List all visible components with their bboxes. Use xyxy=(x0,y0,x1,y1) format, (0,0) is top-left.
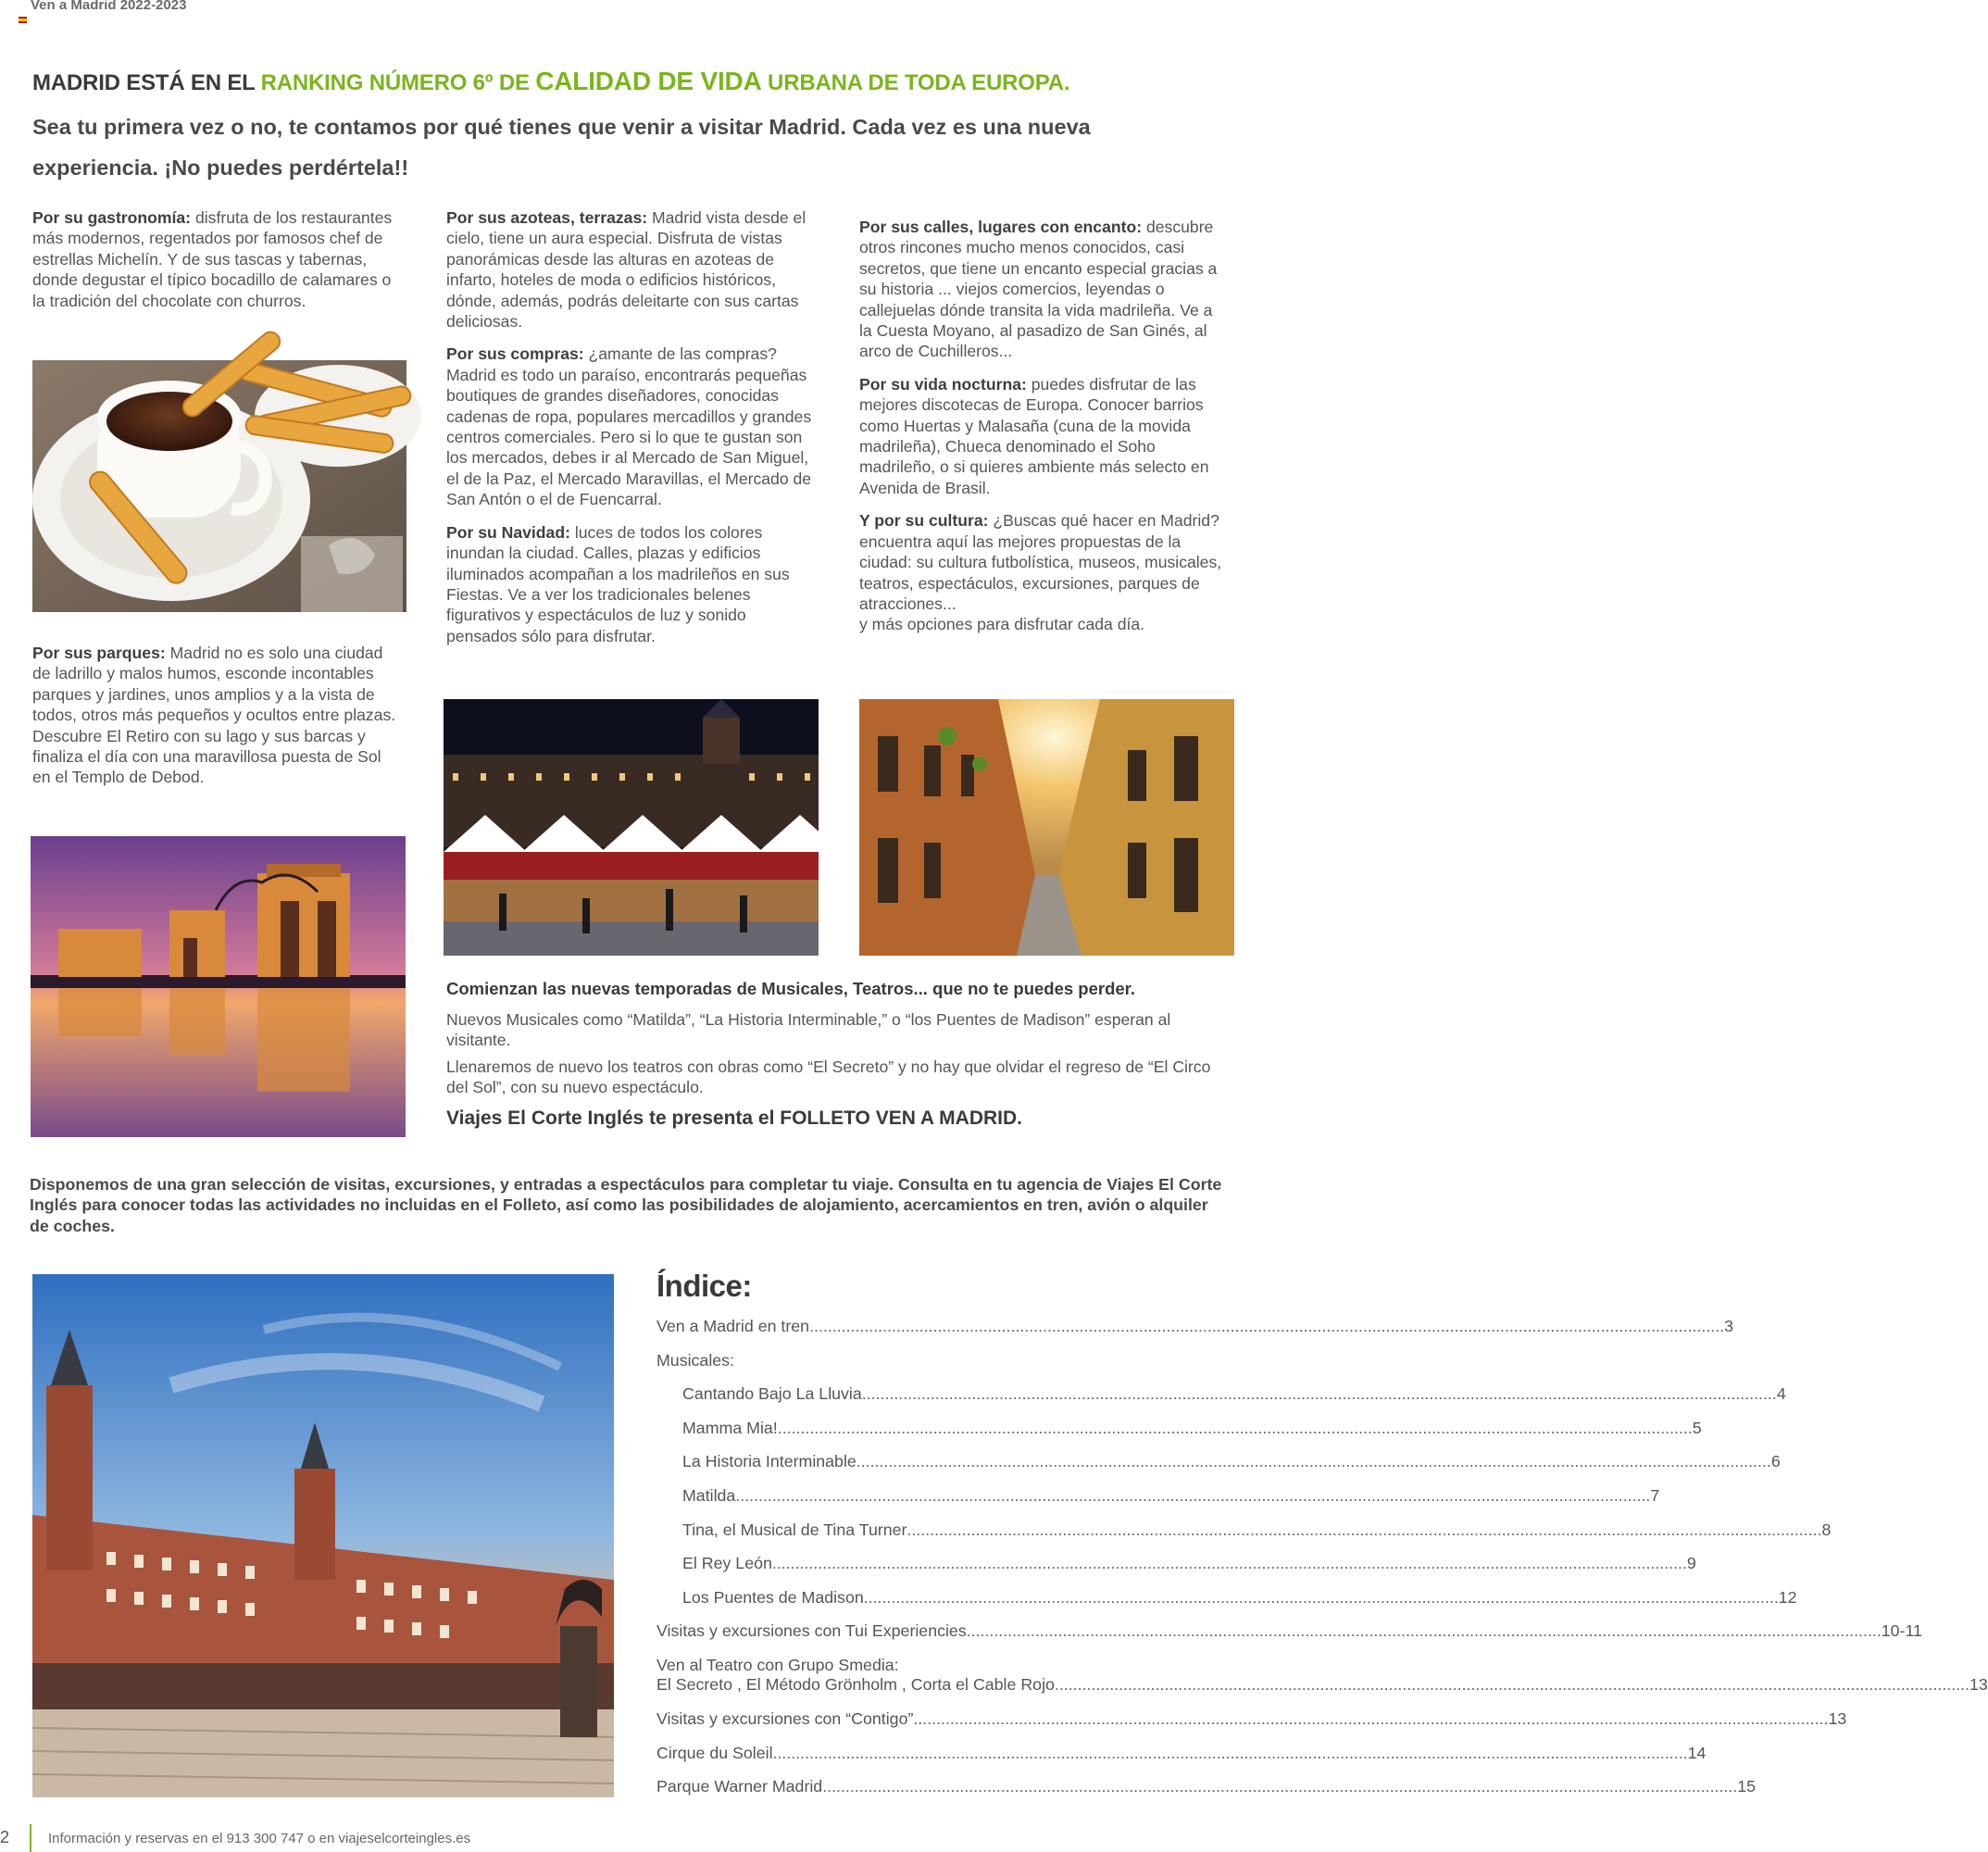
index-leader-dots: ........................................................................................................................................................................................................ xyxy=(861,1384,1777,1404)
index-item xyxy=(656,1743,1707,1778)
index-item xyxy=(656,1351,1231,1385)
index-item-label: El Rey León xyxy=(682,1554,772,1573)
index-item xyxy=(656,1384,1786,1419)
index-leader-dots: ........................................................................................................................................................................................................ xyxy=(913,1708,1829,1728)
madrid-street-photo xyxy=(859,699,1234,956)
headline xyxy=(32,67,1208,96)
headline-part4: URBANA DE TODA EUROPA. xyxy=(761,70,1070,95)
index-item xyxy=(656,1554,1696,1588)
index-item-page: 14 xyxy=(1687,1743,1707,1762)
plaza-mayor-photo xyxy=(32,1274,614,1797)
section-gastronomia xyxy=(32,207,403,323)
index-item-page: 12 xyxy=(1778,1587,1797,1607)
index-item-label: Ven al Teatro con Grupo Smedia: xyxy=(656,1655,899,1674)
index-item-label2: El Secreto , El Método Grönholm , Corta el Cable Rojo xyxy=(656,1674,1055,1694)
index-item-label: Tina, el Musical de Tina Turner xyxy=(682,1520,907,1539)
christmas-market-photo xyxy=(444,699,819,956)
index-leader-dots: ........................................................................................................................................................................................................ xyxy=(771,1554,1687,1573)
index-item-label: Los Puentes de Madison xyxy=(682,1587,864,1607)
section-parques xyxy=(32,643,403,800)
index-leader-dots: ........................................................................................................................................................................................................ xyxy=(735,1485,1651,1505)
index-item-label: Matilda xyxy=(682,1485,736,1505)
index-leader-dots: ........................................................................................................................................................................................................ xyxy=(772,1743,1688,1762)
navidad-title: Por su Navidad: xyxy=(446,522,570,542)
parques-text: Madrid no es solo una ciudad de ladrillo y malos humos, esconde incontables parques y jardines, unos amplios y a la vista de todos, otros más pequeños y ocultos entre plazas. Descubre El Retiro con su lago y sus barcas y finaliza el día con una maravillosa puesta de Sol en el Templo de Debod. xyxy=(32,644,396,787)
headline-part2: RANKING NÚMERO 6º DE xyxy=(260,70,536,95)
disponemos-paragraph: Disponemos de una gran selección de visitas, excursiones, y entradas a espectáculos para completar tu viaje. Consulta en tu agencia de Viajes El Corte Inglés para conocer todas las actividades no incluidas en el Folleto, así como las posibilidades de alojamiento, acercamientos en tren, avión o alquiler de coches. xyxy=(30,1175,1222,1235)
index-item-label: La Historia Interminable xyxy=(682,1452,856,1471)
templo-debod-photo xyxy=(31,836,406,1137)
index-item xyxy=(656,1418,1702,1453)
index-item xyxy=(656,1708,1847,1744)
index-item-page: 4 xyxy=(1776,1384,1786,1404)
azoteas-title: Por sus azoteas, terrazas: xyxy=(446,208,648,227)
calles-text: descubre otros rincones mucho menos conocidos, casi secretos, que tiene un encanto especial gracias a su historia ... viejos comercios, leyendas o callejuelas dónde transita la vida madrileña. Ve a la Cuesta Moyano, al pasadizo de San Ginés, al arco de Cuchilleros... xyxy=(859,218,1218,361)
index-item-label: Visitas y excursiones con “Contigo” xyxy=(656,1708,914,1728)
table-of-contents xyxy=(656,1269,1988,1811)
index-item-label: Visitas y excursiones con Tui Experiencies xyxy=(656,1621,967,1641)
parques-title: Por sus parques: xyxy=(32,644,166,662)
nocturna-text: puedes disfrutar de las mejores discotecas de Europa. Conocer barrios como Huertas y Malasaña (cuna de la movida madrileña), Chueca denominado el Soho madrileño, o si quieres ambiente más selecto en Avenida de Brasil. xyxy=(859,374,1209,497)
azoteas-text: Madrid vista desde el cielo, tiene un aura especial. Disfruta de vistas panorámicas desde las alturas en azoteas de infarto, hoteles de moda o edificios históricos, dónde, además, podrás deleitarte con sus cartas deliciosas. xyxy=(446,208,806,332)
index-item-label: Ven a Madrid en tren xyxy=(656,1317,810,1335)
index-item xyxy=(656,1485,1660,1520)
index-item-label: Cantando Bajo La Lluvia xyxy=(682,1384,862,1404)
subheadline: Sea tu primera vez o no, te contamos por qué tienes que venir a visitar Madrid. Cada vez es una nueva experiencia. ¡No puedes perdértela!! xyxy=(32,115,1091,180)
cultura-text: ¿Buscas qué hacer en Madrid? encuentra aquí las mejores propuestas de la ciudad: su cultura futbolística, museos, musicales, teatros, espectáculos, excursiones, parques de atracciones... xyxy=(859,511,1222,613)
gastronomia-text: disfruta de los restaurantes más modernos, regentados por famosos chef de estrellas Michelín. Y de sus tascas y tabernas, donde degustar el típico bocadillo de calamares o la tradición del chocolate con churros. xyxy=(32,208,393,310)
index-item-page: 9 xyxy=(1686,1554,1696,1573)
header-title: Ven a Madrid 2022-2023 xyxy=(31,0,187,13)
index-item-page: 10-11 xyxy=(1881,1621,1922,1641)
index-item xyxy=(656,1777,1757,1811)
footer-text: Información y reservas en el 913 300 747 o en viajeselcorteingles.es xyxy=(48,1831,471,1846)
index-leader-dots: ........................................................................................................................................................................................................ xyxy=(856,1452,1771,1471)
cultura-extra: y más opciones para disfrutar cada día. xyxy=(859,615,1145,634)
section-column2 xyxy=(446,207,817,658)
index-leader-dots: ........................................................................................................................................................................................................ xyxy=(1054,1674,1969,1694)
nocturna-title: Por su vida nocturna: xyxy=(859,374,1027,394)
navidad-text: luces de todos los colores inundan la ciudad. Calles, plazas y edificios iluminados acompañan a los madrileños en sus Fiestas. Ve a ver los tradicionales belenes figurativos y espectáculos de luz y sonido pensados sólo para disfrutar. xyxy=(446,522,790,645)
index-item-label: Parque Warner Madrid xyxy=(656,1777,823,1796)
headline-part3: CALIDAD DE VIDA xyxy=(535,67,762,95)
index-item-page: 3 xyxy=(1724,1317,1734,1335)
footer xyxy=(0,1824,1235,1852)
index-item-label: Musicales: xyxy=(656,1350,734,1370)
index-item-page: 6 xyxy=(1770,1452,1781,1471)
index-item xyxy=(656,1621,1922,1656)
churros-photo xyxy=(32,360,406,612)
index-leader-dots: ........................................................................................................................................................................................................ xyxy=(809,1317,1725,1335)
musicals-p1: Nuevos Musicales como “Matilda”, “La Historia Interminable,” o “los Puentes de Madison” esperan al visitante. xyxy=(446,1010,1171,1049)
section-column3 xyxy=(859,217,1230,635)
index-item xyxy=(656,1587,1797,1622)
index-item-page: 8 xyxy=(1821,1520,1832,1539)
index-leader-dots: ........................................................................................................................................................................................................ xyxy=(966,1621,1882,1641)
compras-text: ¿amante de las compras? Madrid es todo un paraíso, encontrarás pequeñas boutiques de grandes diseñadores, conocidas cadenas de ropa, populares mercadillos y grandes centros comerciales. Pero si lo que te gustan son los mercados, debes ir al Mercado de San Miguel, el de la Paz, el Mercado Maravillas, el Mercado de San Antón o el de Fuencarral. xyxy=(446,344,812,509)
spain-flag-icon xyxy=(19,17,27,23)
index-leader-dots: ........................................................................................................................................................................................................ xyxy=(777,1418,1693,1437)
musicals-block xyxy=(446,979,1233,1129)
headline-part1: MADRID ESTÁ EN EL xyxy=(32,70,261,95)
index-leader-dots: ........................................................................................................................................................................................................ xyxy=(906,1520,1822,1539)
musicals-title: Comienzan las nuevas temporadas de Musicales, Teatros... que no te puedes perder. xyxy=(446,979,1136,998)
compras-title: Por sus compras: xyxy=(446,344,584,364)
musicals-p2: Llenaremos de nuevo los teatros con obras como “El Secreto” y no hay que olvidar el regreso de “El Circo del Sol”, con su nuevo espectáculo. xyxy=(446,1057,1211,1096)
index-title: Índice: xyxy=(656,1269,752,1303)
footer-divider xyxy=(30,1824,31,1852)
index-item xyxy=(656,1655,1988,1709)
index-item xyxy=(656,1452,1781,1486)
index-item-page: 5 xyxy=(1692,1418,1702,1437)
index-item-page: 13 xyxy=(1828,1708,1847,1728)
index-item-label: Cirque du Soleil xyxy=(656,1743,773,1762)
index-item-page: 15 xyxy=(1737,1777,1757,1796)
index-item xyxy=(656,1520,1832,1555)
index-leader-dots: ........................................................................................................................................................................................................ xyxy=(822,1777,1738,1796)
index-item-page: 13 xyxy=(1969,1674,1988,1694)
page-number: 2 xyxy=(0,1828,10,1846)
index-item xyxy=(656,1317,1734,1351)
cultura-title: Y por su cultura: xyxy=(859,511,989,531)
musicals-presents: Viajes El Corte Inglés te presenta el FOLLETO VEN A MADRID. xyxy=(446,1107,1022,1129)
calles-title: Por sus calles, lugares con encanto: xyxy=(859,218,1143,236)
index-leader-dots: ........................................................................................................................................................................................................ xyxy=(863,1587,1779,1607)
index-item-page: 7 xyxy=(1650,1485,1660,1505)
gastronomia-title: Por su gastronomía: xyxy=(32,208,192,227)
index-item-label: Mamma Mia! xyxy=(682,1418,778,1437)
